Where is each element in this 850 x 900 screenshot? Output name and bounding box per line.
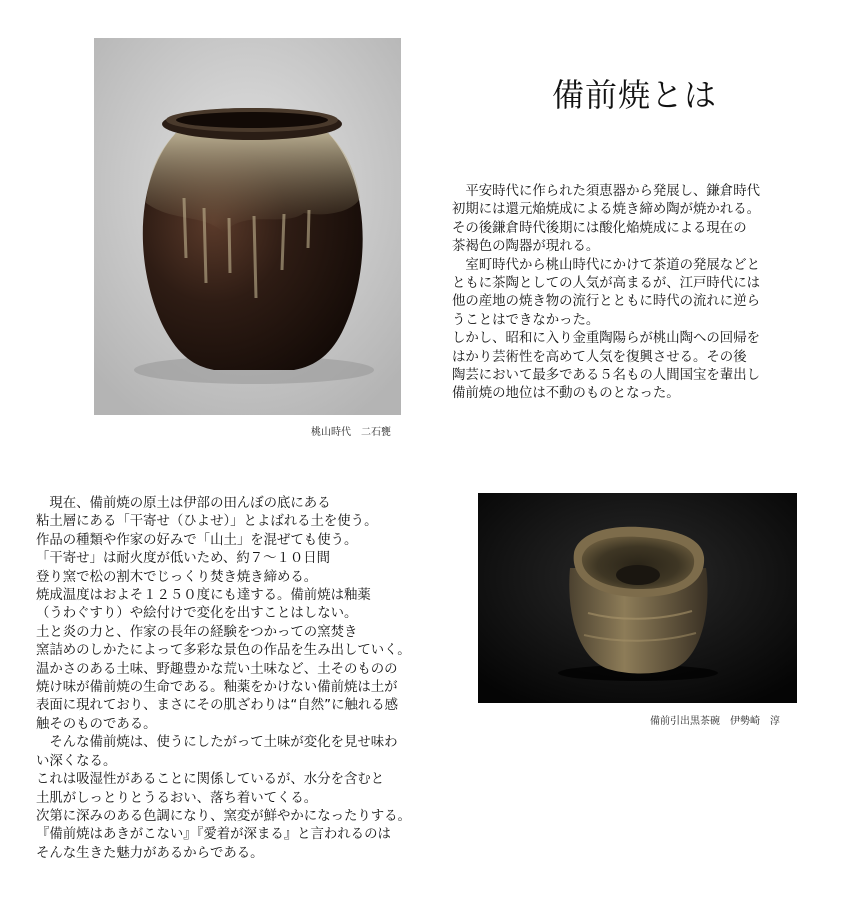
clay-line: 焼成温度はおよそ１２５０度にも達する。備前焼は釉薬	[36, 588, 371, 604]
clay-line: これは吸湿性があることに関係しているが、水分を含むと	[36, 772, 385, 788]
clay-line: そんな生きた魅力があるからである。	[36, 845, 264, 861]
clay-line: そんな備前焼は、使うにしたがって土味が変化を見せ味わ	[36, 735, 398, 751]
history-line: ともに茶陶としての人気が高まるが、江戸時代には	[452, 276, 760, 292]
clay-line: 登り窯で松の割木でじっくり焚き焼き締める。	[36, 569, 318, 585]
clay-line: 土と炎の力と、作家の長年の経験をつかっての窯焚き	[36, 624, 358, 640]
history-line: 室町時代から桃山時代にかけて茶道の発展などと	[452, 257, 760, 273]
clay-line: 「干寄せ」は耐火度が低いため、約７～１０日間	[36, 551, 331, 567]
clay-text	[36, 495, 411, 863]
clay-line: 触そのものである。	[36, 716, 157, 732]
tea-bowl-caption: 備前引出黒茶碗 伊勢崎 淳	[650, 716, 780, 727]
clay-line: 焼け味が備前焼の生命である。釉薬をかけない備前焼は土が	[36, 680, 398, 696]
clay-line: （うわぐすり）や絵付けで変化を出すことはしない。	[36, 606, 358, 622]
history-line: しかし、昭和に入り金重陶陽らが桃山陶への回帰を	[452, 331, 760, 347]
clay-line: 次第に深みのある色調になり、窯変が鮮やかになったりする。	[36, 808, 411, 824]
jar-caption: 桃山時代 二石甕	[311, 427, 391, 438]
bizen-jar-image	[94, 38, 401, 415]
history-line: 平安時代に作られた須恵器から発展し、鎌倉時代	[452, 184, 760, 199]
clay-line: 作品の種類や作家の好みで「山土」を混ぜても使う。	[36, 532, 358, 548]
history-line: 備前焼の地位は不動のものとなった。	[452, 386, 680, 402]
history-line: その後鎌倉時代後期には酸化焔焼成による現在の	[452, 220, 747, 236]
clay-line: 表面に現れており、まさにその肌ざわりは“自然”に触れる感	[36, 698, 399, 714]
clay-line: 温かさのある土味、野趣豊かな荒い土味など、土そのものの	[36, 661, 398, 677]
clay-line: 『備前焼はあきがこない』『愛着が深まる』と言われるのは	[36, 827, 391, 843]
clay-line: 現在、備前焼の原土は伊部の田んぼの底にある	[36, 496, 331, 511]
history-line: 陶芸において最多である５名もの人間国宝を輩出し	[452, 368, 760, 384]
history-line: 他の産地の焼き物の流行とともに時代の流れに逆ら	[452, 294, 760, 310]
page-title: 備前焼とは	[552, 76, 718, 114]
bizen-tea-bowl-image	[478, 493, 797, 703]
history-text	[452, 183, 760, 404]
clay-line: 窯詰めのしかたによって多彩な景色の作品を生み出していく。	[36, 643, 411, 659]
clay-line: い深くなる。	[36, 753, 117, 769]
clay-line: 土肌がしっとりとうるおい、落ち着いてくる。	[36, 790, 318, 806]
history-line: 茶褐色の陶器が現れる。	[452, 239, 600, 255]
clay-line: 粘土層にある「干寄せ（ひよせ）」とよばれる土を使う。	[36, 514, 378, 530]
history-line: うことはできなかった。	[452, 312, 600, 328]
history-line: 初期には還元焔焼成による焼き締め陶が焼かれる。	[452, 202, 760, 218]
history-line: はかり芸術性を高めて人気を復興させる。その後	[452, 349, 747, 365]
